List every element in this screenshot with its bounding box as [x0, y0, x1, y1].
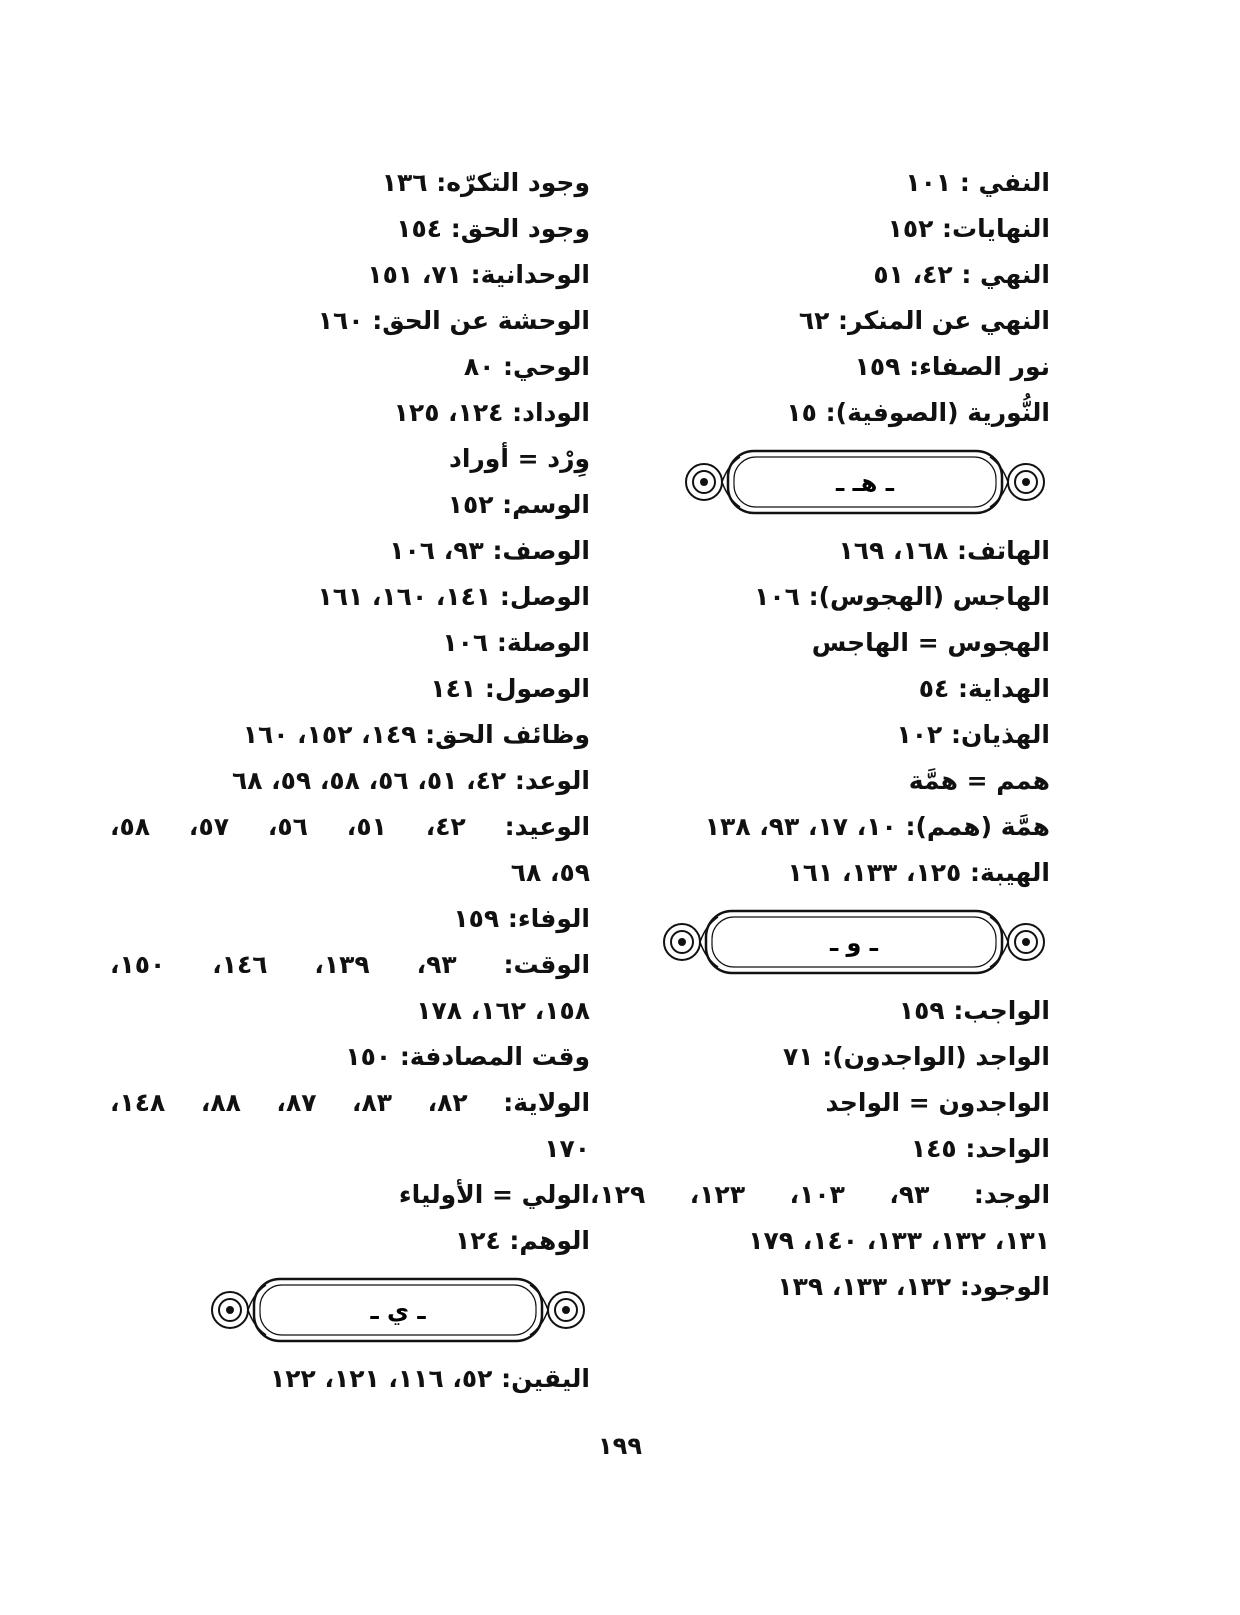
- index-entry: الولاية: ٨٢، ٨٣، ٨٧، ٨٨، ١٤٨،: [110, 1088, 591, 1117]
- section-label: ـ ي ـ: [370, 1297, 426, 1325]
- index-entry: الهذيان: ١٠٢: [896, 720, 1050, 749]
- index-entry: الوعيد: ٤٢، ٥١، ٥٦، ٥٧، ٥٨،: [110, 812, 591, 841]
- index-entry: الولي = الأولياء: [398, 1180, 590, 1209]
- index-entry: الوجود: ١٣٢، ١٣٣، ١٣٩: [777, 1272, 1050, 1301]
- index-entry: الوهم: ١٢٤: [454, 1226, 590, 1255]
- index-entry: الوصف: ٩٣، ١٠٦: [389, 536, 590, 565]
- section-label: ـ هـ ـ: [836, 469, 894, 497]
- index-entry: الهجوس = الهاجس: [811, 628, 1050, 657]
- index-entry: ١٧٠: [544, 1134, 590, 1163]
- index-entry: الوقت: ٩٣، ١٣٩، ١٤٦، ١٥٠،: [110, 950, 591, 979]
- index-entry: وقت المصادفة: ١٥٠: [345, 1042, 590, 1071]
- index-entry: وجود التكرّه: ١٣٦: [381, 168, 590, 197]
- index-entry: الوحشة عن الحق: ١٦٠: [317, 306, 590, 335]
- index-entry: الهيبة: ١٢٥، ١٣٣، ١٦١: [787, 858, 1050, 887]
- index-entry: وظائف الحق: ١٤٩، ١٥٢، ١٦٠: [242, 720, 590, 749]
- index-entry: ١٣١، ١٣٢، ١٣٣، ١٤٠، ١٧٩: [748, 1226, 1050, 1255]
- index-entry: ١٥٨، ١٦٢، ١٧٨: [416, 996, 590, 1025]
- index-entry: الواحد: ١٤٥: [910, 1134, 1050, 1163]
- index-entry: وِرْد = أوراد: [448, 444, 590, 473]
- section-header-ha: [590, 436, 1050, 528]
- index-entry: الوجد: ٩٣، ١٠٣، ١٢٣، ١٢٩،: [590, 1180, 1051, 1209]
- index-entry: الهاجس (الهجوس): ١٠٦: [754, 582, 1050, 611]
- index-entry: الوعد: ٤٢، ٥١، ٥٦، ٥٨، ٥٩، ٦٨: [231, 766, 590, 795]
- ornament-frame-icon: [206, 1273, 590, 1347]
- index-entry: الواجدون = الواجد: [825, 1088, 1050, 1117]
- index-entry: الوصلة: ١٠٦: [442, 628, 590, 657]
- section-header-waw: [590, 896, 1050, 988]
- index-entry: النهي عن المنكر: ٦٢: [798, 306, 1050, 335]
- section-header-ya: [110, 1264, 590, 1356]
- index-entry: النهي : ٤٢، ٥١: [873, 260, 1050, 289]
- left-column: [110, 160, 590, 1402]
- ornament-frame-icon: [658, 905, 1050, 979]
- index-entry: اليقين: ٥٢، ١١٦، ١٢١، ١٢٢: [269, 1364, 590, 1393]
- index-entry: الواجد (الواجدون): ٧١: [783, 1042, 1050, 1071]
- section-label: ـ و ـ: [829, 929, 879, 957]
- index-entry: الوسم: ١٥٢: [447, 490, 590, 519]
- index-entry: النهايات: ١٥٢: [887, 214, 1050, 243]
- index-entry: الهاتف: ١٦٨، ١٦٩: [838, 536, 1050, 565]
- page-number: ١٩٩: [598, 1432, 642, 1460]
- index-entry: الوحدانية: ٧١، ١٥١: [367, 260, 590, 289]
- index-entry: الوصول: ١٤١: [430, 674, 590, 703]
- index-entry: الوحي: ٨٠: [463, 352, 590, 381]
- index-entry: ٥٩، ٦٨: [510, 858, 590, 887]
- index-entry: النفي : ١٠١: [905, 168, 1050, 197]
- index-entry: الوصل: ١٤١، ١٦٠، ١٦١: [317, 582, 590, 611]
- ornament-frame-icon: [680, 445, 1050, 519]
- index-entry: همم = همَّة: [908, 766, 1050, 795]
- index-entry: الوداد: ١٢٤، ١٢٥: [393, 398, 590, 427]
- index-entry: الوفاء: ١٥٩: [453, 904, 590, 933]
- index-entry: وجود الحق: ١٥٤: [396, 214, 590, 243]
- index-entry: نور الصفاء: ١٥٩: [854, 352, 1050, 381]
- index-entry: همَّة (همم): ١٠، ١٧، ٩٣، ١٣٨: [704, 812, 1050, 841]
- index-entry: الهداية: ٥٤: [918, 674, 1050, 703]
- index-entry: النُّورية (الصوفية): ١٥: [786, 398, 1050, 427]
- index-entry: الواجب: ١٥٩: [898, 996, 1050, 1025]
- right-column: [590, 160, 1050, 1310]
